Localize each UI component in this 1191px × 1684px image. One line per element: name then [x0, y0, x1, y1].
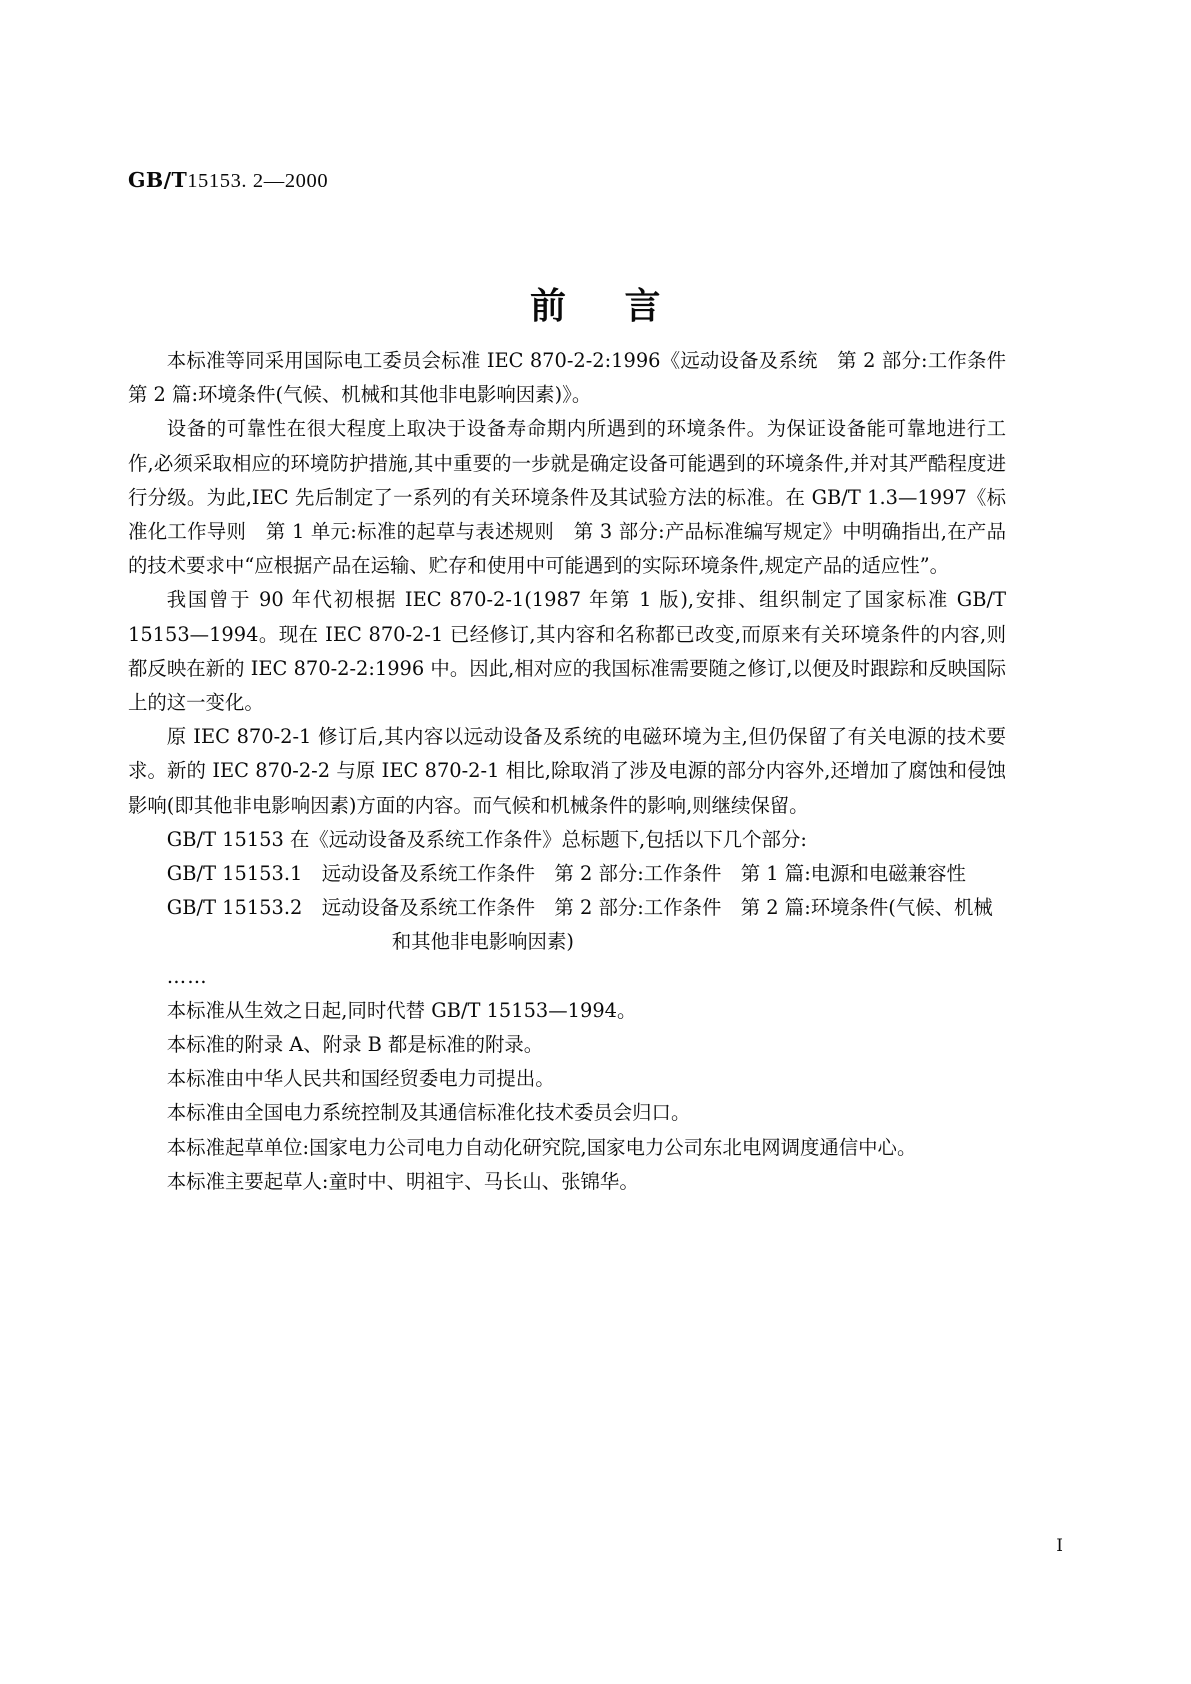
statement-proposed-by: 本标准由中华人民共和国经贸委电力司提出。	[166, 1067, 555, 1091]
statement-main-drafters: 本标准主要起草人:童时中、明祖宇、马长山、张锦华。	[166, 1169, 639, 1193]
paragraph-revision-scope: 原 IEC 870-2-1 修订后,其内容以远动设备及系统的电磁环境为主,但仍保留了有关电源的技术要求。新的 IEC 870-2-2 与原 IEC 870-2-1 相比,除取消了涉及电源的部分内容外,还增加了腐蚀和侵蚀影响(即其他非电影响因素)方面的内容。而气候和机械条件的影响,则继续保留。	[128, 725, 1006, 817]
standard-number-header	[128, 168, 328, 193]
statement-administered-by: 本标准由全国电力系统控制及其通信标准化技术委员会归口。	[166, 1101, 691, 1125]
foreword-body	[128, 344, 1026, 1199]
series-intro-line: GB/T 15153 在《远动设备及系统工作条件》总标题下,包括以下几个部分:	[166, 827, 807, 851]
ellipsis-line: ……	[166, 964, 208, 988]
title-char-qian: 前	[529, 285, 567, 327]
paragraph-reliability: 设备的可靠性在很大程度上取决于设备寿命期内所遇到的环境条件。为保证设备能可靠地进行工作,必须采取相应的环境防护措施,其中重要的一步就是确定设备可能遇到的环境条件,并对其严酷程度进行分级。为此,IEC 先后制定了一系列的有关环境条件及其试验方法的标准。在 GB/T 1.3—1997《标准化工作导则 第 1 单元:标准的起草与表述规则 第 3 部分:产品标准编写规定》中明确指出,在产品的技术要求中“应根据产品在运输、贮存和使用中可能遇到的实际环境条件,规定产品的适应性”。	[128, 417, 1006, 578]
part-line-2-continuation: 和其他非电影响因素)	[391, 930, 574, 954]
statement-annexes: 本标准的附录 A、附录 B 都是标准的附录。	[166, 1033, 544, 1057]
statement-drafting-units: 本标准起草单位:国家电力公司电力自动化研究院,国家电力公司东北电网调度通信中心。	[166, 1135, 917, 1159]
part-line-2: GB/T 15153.2 远动设备及系统工作条件 第 2 部分:工作条件 第 2 篇:环境条件(气候、机械	[166, 896, 993, 920]
standard-number: 15153. 2—2000	[187, 170, 329, 192]
paragraph-adoption: 本标准等同采用国际电工委员会标准 IEC 870-2-2:1996《远动设备及系统 第 2 部分:工作条件 第 2 篇:环境条件(气候、机械和其他非电影响因素)》。	[128, 349, 1026, 407]
paragraph-history: 我国曾于 90 年代初根据 IEC 870-2-1(1987 年第 1 版),安排、组织制定了国家标准 GB/T 15153—1994。现在 IEC 870-2-1 已经修订,其内容和名称都已改变,而原来有关环境条件的内容,则都反映在新的 IEC 870-2-2:1996 中。因此,相对应的我国标准需要随之修订,以便及时跟踪和反映国际上的这一变化。	[128, 588, 1006, 715]
page-title	[0, 278, 1191, 329]
page-number: Ⅰ	[1056, 1536, 1063, 1555]
part-line-1: GB/T 15153.1 远动设备及系统工作条件 第 2 部分:工作条件 第 1 篇:电源和电磁兼容性	[166, 862, 966, 886]
statement-supersedes: 本标准从生效之日起,同时代替 GB/T 15153—1994。	[166, 998, 637, 1022]
standard-prefix: GB/T	[128, 168, 188, 192]
title-char-yan: 言	[624, 285, 662, 327]
